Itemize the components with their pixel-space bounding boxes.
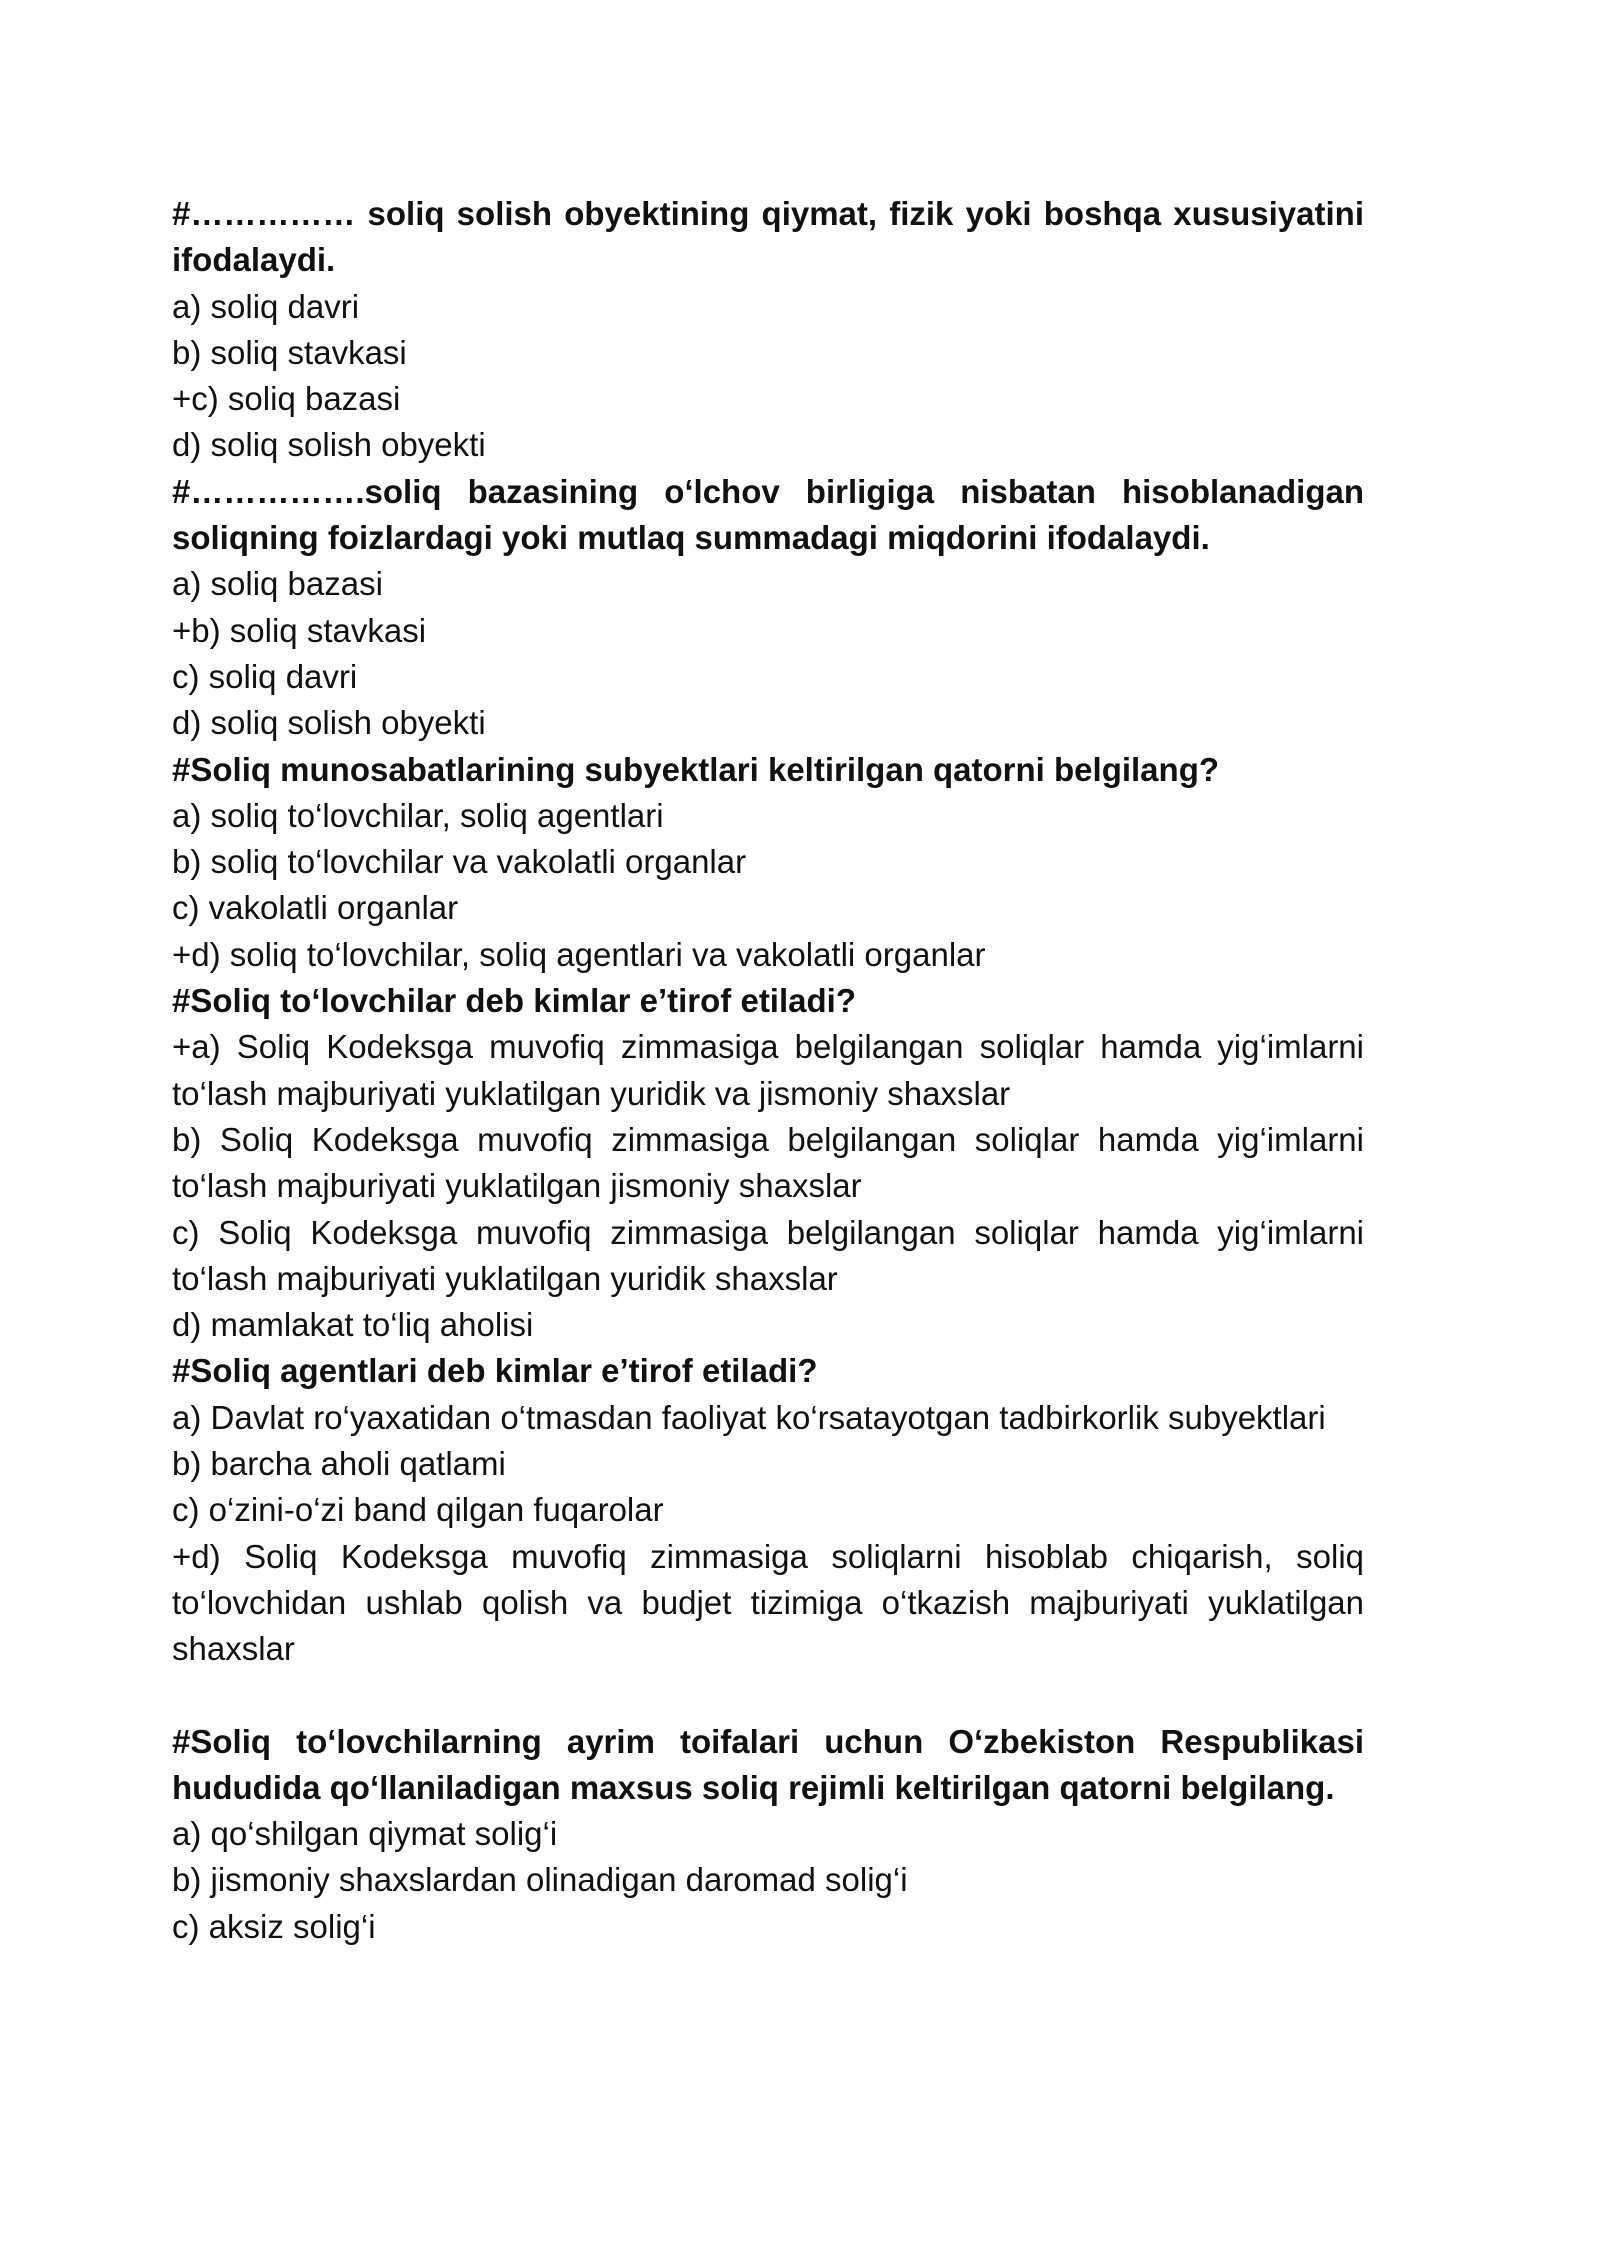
answer-option: c) soliq davri — [172, 657, 358, 695]
answer-option: a) Davlat ro‘yaxatidan o‘tmasdan faoliyat ko‘rsatayotgan tadbirkorlik subyektlari — [172, 1398, 1326, 1436]
question-block — [172, 978, 1364, 1348]
answer-option: d) soliq solish obyekti — [172, 426, 486, 464]
question-text: #Soliq to‘lovchilar deb kimlar e’tirof etiladi? — [172, 982, 856, 1020]
answer-option: c) vakolatli organlar — [172, 889, 459, 927]
question-text: #Soliq munosabatlarining subyektlari keltirilgan qatorni belgilang? — [172, 750, 1220, 788]
answer-option: a) soliq to‘lovchilar, soliq agentlari — [172, 796, 664, 834]
answer-option: a) soliq bazasi — [172, 565, 383, 603]
question-block — [172, 1348, 1364, 1672]
answer-option: c) aksiz solig‘i — [172, 1907, 376, 1945]
answer-option: a) soliq davri — [172, 287, 360, 325]
answer-option: b) barcha aholi qatlami — [172, 1445, 506, 1483]
question-block — [172, 191, 1364, 469]
question-block — [172, 747, 1364, 978]
answer-option: d) mamlakat to‘liq aholisi — [172, 1306, 534, 1344]
answer-option-correct: +d) Soliq Kodeksga muvofiq zimmasiga soliqlarni hisoblab chiqarish, soliq to‘lovchidan ushlab qolish va budjet tizimiga o‘tkazish majburiyati yuklatilgan shaxslar — [172, 1537, 1364, 1668]
answer-option: c) Soliq Kodeksga muvofiq zimmasiga belgilangan soliqlar hamda yig‘imlarni to‘lash majburiyati yuklatilgan yuridik shaxslar — [172, 1213, 1364, 1297]
answer-option-correct: +c) soliq bazasi — [172, 380, 401, 418]
answer-option: a) qo‘shilgan qiymat solig‘i — [172, 1815, 558, 1853]
answer-option: b) soliq to‘lovchilar va vakolatli organlar — [172, 843, 747, 881]
answer-option: b) Soliq Kodeksga muvofiq zimmasiga belgilangan soliqlar hamda yig‘imlarni to‘lash majburiyati yuklatilgan jismoniy shaxslar — [172, 1120, 1364, 1205]
question-text: #Soliq to‘lovchilarning ayrim toifalari uchun O‘zbekiston Respublikasi hududida qo‘llaniladigan maxsus soliq rejimli keltirilgan qatorni belgilang. — [172, 1722, 1364, 1806]
answer-option: b) soliq stavkasi — [172, 333, 407, 371]
answer-option-correct: +a) Soliq Kodeksga muvofiq zimmasiga belgilangan soliqlar hamda yig‘imlarni to‘lash majburiyati yuklatilgan yuridik va jismoniy shaxslar — [172, 1028, 1364, 1112]
document-page — [172, 191, 1364, 1950]
question-block — [172, 469, 1364, 747]
question-text: #…………….soliq bazasining o‘lchov birligiga nisbatan hisoblanadigan soliqning foizlardagi yoki mutlaq summadagi miqdorini ifodalaydi. — [172, 472, 1364, 557]
answer-option: d) soliq solish obyekti — [172, 704, 486, 742]
blank-line — [172, 1673, 1364, 1719]
question-text: #Soliq agentlari deb kimlar e’tirof etiladi? — [172, 1352, 818, 1390]
answer-option-correct: +b) soliq stavkasi — [172, 611, 427, 649]
question-block — [172, 1719, 1364, 1950]
question-text: #…………… soliq solish obyektining qiymat, fizik yoki boshqa xususiyatini ifodalaydi. — [172, 195, 1364, 279]
answer-option: c) o‘zini-o‘zi band qilgan fuqarolar — [172, 1491, 664, 1529]
answer-option: b) jismoniy shaxslardan olinadigan daromad solig‘i — [172, 1861, 908, 1899]
answer-option-correct: +d) soliq to‘lovchilar, soliq agentlari va vakolatli organlar — [172, 935, 986, 973]
